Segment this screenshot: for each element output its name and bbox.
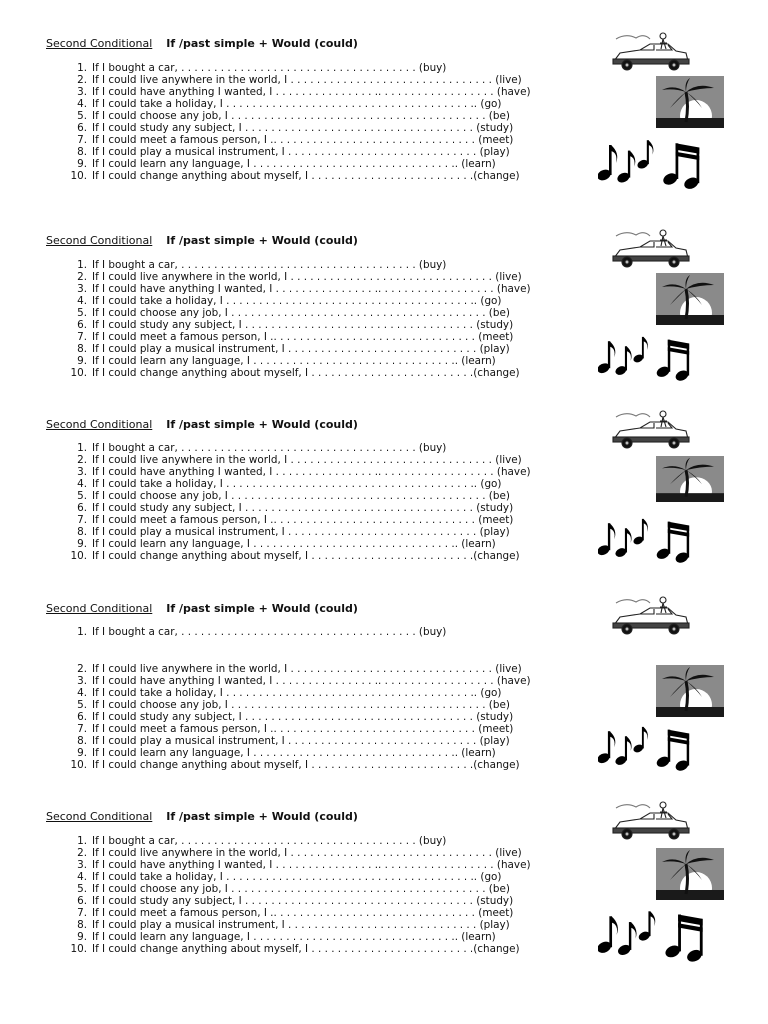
car-icon [610, 594, 690, 636]
sentence-text: If I bought a car, . . . . . . . . . . . . . . . . . . . . . . . . . . . . . . . . . . . . (buy) [92, 626, 447, 638]
sentence-text: If I could choose any job, I . . . . . . . . . . . . . . . . . . . . . . . . . . . . . . . . . . . . . . . (be) [92, 490, 510, 502]
sentence-text: If I could learn any language, I . . . . . . . . . . . . . . . . . . . . . . . . . . . . . . .. (learn) [92, 355, 496, 367]
sentence-text: If I could have anything I wanted, I . . . . . . . . . . . . . . . .. . . . . . . . . . . . . . . . . . (have) [92, 283, 531, 295]
sentence-text: If I could learn any language, I . . . . . . . . . . . . . . . . . . . . . . . . . . . . . . .. (learn) [92, 747, 496, 759]
sentence-row-10: 10. If I could change anything about myself, I . . . . . . . . . . . . . . . . . . . . . . . . .(change) [70, 170, 520, 182]
sentence-text: If I could play a musical instrument, I . . . . . . . . . . . . . . . . . . . . . . . . . . . . . (play) [92, 919, 510, 931]
title-link[interactable]: Second Conditional [46, 37, 153, 50]
car-icon [610, 408, 690, 450]
sentence-text: If I could study any subject, I . . . . . . . . . . . . . . . . . . . . . . . . . . . . . . . . . . . (study) [92, 319, 514, 331]
sentence-row-4: 4. If I could take a holiday, I . . . . . . . . . . . . . . . . . . . . . . . . . . . . . . . . . . . . . .. (go) [77, 687, 502, 699]
sentence-text: If I could study any subject, I . . . . . . . . . . . . . . . . . . . . . . . . . . . . . . . . . . . (study) [92, 711, 514, 723]
sentence-row-2: 2. If I could live anywhere in the world, I . . . . . . . . . . . . . . . . . . . . . . . . . . . . . . . (live) [77, 454, 522, 466]
sentence-text: If I could live anywhere in the world, I . . . . . . . . . . . . . . . . . . . . . . . . . . . . . . . (live) [92, 74, 522, 86]
block-header [46, 234, 358, 247]
sentence-text: If I could have anything I wanted, I . . . . . . . . . . . . . . . .. . . . . . . . . . . . . . . . . . (have) [92, 466, 531, 478]
sentence-text: If I could have anything I wanted, I . . . . . . . . . . . . . . . .. . . . . . . . . . . . . . . . . . (have) [92, 859, 531, 871]
car-illustration [610, 408, 690, 450]
palm-tree-icon [656, 456, 724, 502]
sentence-text: If I could take a holiday, I . . . . . . . . . . . . . . . . . . . . . . . . . . . . . . . . . . . . . .. (go) [92, 478, 502, 490]
palm-tree-illustration [656, 456, 724, 502]
music-notes-icon [598, 137, 710, 197]
sentence-row-10: 10. If I could change anything about myself, I . . . . . . . . . . . . . . . . . . . . . . . . .(change) [70, 943, 520, 955]
music-notes-icon [598, 724, 694, 778]
sentence-row-9: 9. If I could learn any language, I . . . . . . . . . . . . . . . . . . . . . . . . . . . . . . .. (learn) [77, 538, 496, 550]
sentence-text: If I could live anywhere in the world, I . . . . . . . . . . . . . . . . . . . . . . . . . . . . . . . (live) [92, 847, 522, 859]
sentence-row-2: 2. If I could live anywhere in the world, I . . . . . . . . . . . . . . . . . . . . . . . . . . . . . . . (live) [77, 271, 522, 283]
sentence-text: If I could change anything about myself, I . . . . . . . . . . . . . . . . . . . . . . . . .(change) [92, 943, 520, 955]
sentence-row-6: 6. If I could study any subject, I . . . . . . . . . . . . . . . . . . . . . . . . . . . . . . . . . . . (study) [77, 502, 514, 514]
palm-tree-icon [656, 273, 724, 325]
car-icon [610, 29, 690, 73]
sentence-text: If I could take a holiday, I . . . . . . . . . . . . . . . . . . . . . . . . . . . . . . . . . . . . . .. (go) [92, 295, 502, 307]
sentence-row-7: 7. If I could meet a famous person, I .. . . . . . . . . . . . . . . . . . . . . . . . . . . . . . . (meet) [77, 723, 514, 735]
sentence-text: If I could choose any job, I . . . . . . . . . . . . . . . . . . . . . . . . . . . . . . . . . . . . . . . (be) [92, 307, 510, 319]
sentence-row-3: 3. If I could have anything I wanted, I . . . . . . . . . . . . . . . .. . . . . . . . . . . . . . . . . . (have) [77, 859, 531, 871]
sentence-row-7: 7. If I could meet a famous person, I .. . . . . . . . . . . . . . . . . . . . . . . . . . . . . . . (meet) [77, 331, 514, 343]
music-notes-icon [598, 908, 708, 970]
sentence-row-7: 7. If I could meet a famous person, I .. . . . . . . . . . . . . . . . . . . . . . . . . . . . . . . (meet) [77, 907, 514, 919]
block-header [46, 810, 358, 823]
sentence-row-1: 1. If I bought a car, . . . . . . . . . . . . . . . . . . . . . . . . . . . . . . . . . . . . (buy) [77, 62, 447, 74]
sentence-text: If I could meet a famous person, I .. . . . . . . . . . . . . . . . . . . . . . . . . . . . . . . (meet) [92, 907, 514, 919]
sentence-row-3: 3. If I could have anything I wanted, I . . . . . . . . . . . . . . . .. . . . . . . . . . . . . . . . . . (have) [77, 283, 531, 295]
sentence-text: If I could have anything I wanted, I . . . . . . . . . . . . . . . .. . . . . . . . . . . . . . . . . . (have) [92, 675, 531, 687]
music-notes-icon [598, 516, 698, 570]
music-notes-illustration [598, 137, 710, 197]
sentence-row-10: 10. If I could change anything about myself, I . . . . . . . . . . . . . . . . . . . . . . . . .(change) [70, 550, 520, 562]
music-notes-illustration [598, 724, 694, 778]
sentence-text: If I could meet a famous person, I .. . . . . . . . . . . . . . . . . . . . . . . . . . . . . . . (meet) [92, 331, 514, 343]
sentence-row-1: 1. If I bought a car, . . . . . . . . . . . . . . . . . . . . . . . . . . . . . . . . . . . . (buy) [77, 835, 447, 847]
sentence-text: If I could study any subject, I . . . . . . . . . . . . . . . . . . . . . . . . . . . . . . . . . . . (study) [92, 895, 514, 907]
palm-tree-icon [656, 848, 724, 900]
sentence-text: If I bought a car, . . . . . . . . . . . . . . . . . . . . . . . . . . . . . . . . . . . . (buy) [92, 442, 447, 454]
palm-tree-icon [656, 76, 724, 128]
sentence-text: If I could change anything about myself, I . . . . . . . . . . . . . . . . . . . . . . . . .(change) [92, 170, 520, 182]
sentence-text: If I could have anything I wanted, I . . . . . . . . . . . . . . . .. . . . . . . . . . . . . . . . . . (have) [92, 86, 531, 98]
sentence-text: If I could play a musical instrument, I . . . . . . . . . . . . . . . . . . . . . . . . . . . . . (play) [92, 146, 510, 158]
sentence-row-3: 3. If I could have anything I wanted, I . . . . . . . . . . . . . . . .. . . . . . . . . . . . . . . . . . (have) [77, 466, 531, 478]
palm-tree-illustration [656, 665, 724, 717]
sentence-row-2: 2. If I could live anywhere in the world, I . . . . . . . . . . . . . . . . . . . . . . . . . . . . . . . (live) [77, 74, 522, 86]
sentence-text: If I could live anywhere in the world, I . . . . . . . . . . . . . . . . . . . . . . . . . . . . . . . (live) [92, 663, 522, 675]
sentence-text: If I bought a car, . . . . . . . . . . . . . . . . . . . . . . . . . . . . . . . . . . . . (buy) [92, 835, 447, 847]
sentence-row-6: 6. If I could study any subject, I . . . . . . . . . . . . . . . . . . . . . . . . . . . . . . . . . . . (study) [77, 122, 514, 134]
music-notes-illustration [598, 334, 698, 388]
sentence-row-5: 5. If I could choose any job, I . . . . . . . . . . . . . . . . . . . . . . . . . . . . . . . . . . . . . . . (be) [77, 883, 510, 895]
sentence-text: If I could meet a famous person, I .. . . . . . . . . . . . . . . . . . . . . . . . . . . . . . . (meet) [92, 134, 514, 146]
car-illustration [610, 594, 690, 636]
sentence-text: If I could study any subject, I . . . . . . . . . . . . . . . . . . . . . . . . . . . . . . . . . . . (study) [92, 502, 514, 514]
sentence-row-8: 8. If I could play a musical instrument, I . . . . . . . . . . . . . . . . . . . . . . . . . . . . . (play) [77, 526, 510, 538]
sentence-text: If I could choose any job, I . . . . . . . . . . . . . . . . . . . . . . . . . . . . . . . . . . . . . . . (be) [92, 883, 510, 895]
sentence-row-1: 1. If I bought a car, . . . . . . . . . . . . . . . . . . . . . . . . . . . . . . . . . . . . (buy) [77, 626, 447, 638]
sentence-row-6: 6. If I could study any subject, I . . . . . . . . . . . . . . . . . . . . . . . . . . . . . . . . . . . (study) [77, 319, 514, 331]
grammar-rule: If /past simple + Would (could) [166, 418, 358, 431]
sentence-text: If I could change anything about myself, I . . . . . . . . . . . . . . . . . . . . . . . . .(change) [92, 550, 520, 562]
sentence-text: If I could learn any language, I . . . . . . . . . . . . . . . . . . . . . . . . . . . . . . .. (learn) [92, 931, 496, 943]
palm-tree-illustration [656, 848, 724, 900]
car-icon [610, 798, 690, 842]
sentence-row-4: 4. If I could take a holiday, I . . . . . . . . . . . . . . . . . . . . . . . . . . . . . . . . . . . . . .. (go) [77, 295, 502, 307]
sentence-row-1: 1. If I bought a car, . . . . . . . . . . . . . . . . . . . . . . . . . . . . . . . . . . . . (buy) [77, 442, 447, 454]
car-illustration [610, 29, 690, 73]
palm-tree-illustration [656, 76, 724, 128]
grammar-rule: If /past simple + Would (could) [166, 37, 358, 50]
sentence-row-5: 5. If I could choose any job, I . . . . . . . . . . . . . . . . . . . . . . . . . . . . . . . . . . . . . . . (be) [77, 307, 510, 319]
sentence-row-5: 5. If I could choose any job, I . . . . . . . . . . . . . . . . . . . . . . . . . . . . . . . . . . . . . . . (be) [77, 490, 510, 502]
sentence-text: If I could change anything about myself, I . . . . . . . . . . . . . . . . . . . . . . . . .(change) [92, 367, 520, 379]
sentence-row-9: 9. If I could learn any language, I . . . . . . . . . . . . . . . . . . . . . . . . . . . . . . .. (learn) [77, 931, 496, 943]
sentence-row-2: 2. If I could live anywhere in the world, I . . . . . . . . . . . . . . . . . . . . . . . . . . . . . . . (live) [77, 663, 522, 675]
sentence-row-7: 7. If I could meet a famous person, I .. . . . . . . . . . . . . . . . . . . . . . . . . . . . . . . (meet) [77, 134, 514, 146]
sentence-row-8: 8. If I could play a musical instrument, I . . . . . . . . . . . . . . . . . . . . . . . . . . . . . (play) [77, 735, 510, 747]
sentence-text: If I could meet a famous person, I .. . . . . . . . . . . . . . . . . . . . . . . . . . . . . . . (meet) [92, 723, 514, 735]
sentence-row-4: 4. If I could take a holiday, I . . . . . . . . . . . . . . . . . . . . . . . . . . . . . . . . . . . . . .. (go) [77, 871, 502, 883]
sentence-text: If I bought a car, . . . . . . . . . . . . . . . . . . . . . . . . . . . . . . . . . . . . (buy) [92, 259, 447, 271]
car-illustration [610, 798, 690, 842]
sentence-row-10: 10. If I could change anything about myself, I . . . . . . . . . . . . . . . . . . . . . . . . .(change) [70, 367, 520, 379]
sentence-text: If I could study any subject, I . . . . . . . . . . . . . . . . . . . . . . . . . . . . . . . . . . . (study) [92, 122, 514, 134]
sentence-text: If I could play a musical instrument, I . . . . . . . . . . . . . . . . . . . . . . . . . . . . . (play) [92, 343, 510, 355]
title-link[interactable]: Second Conditional [46, 234, 153, 247]
sentence-text: If I could choose any job, I . . . . . . . . . . . . . . . . . . . . . . . . . . . . . . . . . . . . . . . (be) [92, 699, 510, 711]
grammar-rule: If /past simple + Would (could) [166, 234, 358, 247]
block-header [46, 602, 358, 615]
sentence-row-8: 8. If I could play a musical instrument, I . . . . . . . . . . . . . . . . . . . . . . . . . . . . . (play) [77, 919, 510, 931]
sentence-row-9: 9. If I could learn any language, I . . . . . . . . . . . . . . . . . . . . . . . . . . . . . . .. (learn) [77, 158, 496, 170]
sentence-row-1: 1. If I bought a car, . . . . . . . . . . . . . . . . . . . . . . . . . . . . . . . . . . . . (buy) [77, 259, 447, 271]
sentence-row-2: 2. If I could live anywhere in the world, I . . . . . . . . . . . . . . . . . . . . . . . . . . . . . . . (live) [77, 847, 522, 859]
block-header [46, 37, 358, 50]
palm-tree-icon [656, 665, 724, 717]
sentence-row-3: 3. If I could have anything I wanted, I . . . . . . . . . . . . . . . .. . . . . . . . . . . . . . . . . . (have) [77, 675, 531, 687]
sentence-row-3: 3. If I could have anything I wanted, I . . . . . . . . . . . . . . . .. . . . . . . . . . . . . . . . . . (have) [77, 86, 531, 98]
sentence-text: If I could play a musical instrument, I . . . . . . . . . . . . . . . . . . . . . . . . . . . . . (play) [92, 526, 510, 538]
car-illustration [610, 226, 690, 270]
grammar-rule: If /past simple + Would (could) [166, 602, 358, 615]
sentence-text: If I could take a holiday, I . . . . . . . . . . . . . . . . . . . . . . . . . . . . . . . . . . . . . .. (go) [92, 871, 502, 883]
title-link[interactable]: Second Conditional [46, 810, 153, 823]
sentence-row-5: 5. If I could choose any job, I . . . . . . . . . . . . . . . . . . . . . . . . . . . . . . . . . . . . . . . (be) [77, 699, 510, 711]
sentence-text: If I could take a holiday, I . . . . . . . . . . . . . . . . . . . . . . . . . . . . . . . . . . . . . .. (go) [92, 687, 502, 699]
sentence-text: If I could learn any language, I . . . . . . . . . . . . . . . . . . . . . . . . . . . . . . .. (learn) [92, 538, 496, 550]
sentence-row-6: 6. If I could study any subject, I . . . . . . . . . . . . . . . . . . . . . . . . . . . . . . . . . . . (study) [77, 711, 514, 723]
sentence-text: If I could live anywhere in the world, I . . . . . . . . . . . . . . . . . . . . . . . . . . . . . . . (live) [92, 454, 522, 466]
title-link[interactable]: Second Conditional [46, 418, 153, 431]
sentence-row-8: 8. If I could play a musical instrument, I . . . . . . . . . . . . . . . . . . . . . . . . . . . . . (play) [77, 343, 510, 355]
sentence-row-7: 7. If I could meet a famous person, I .. . . . . . . . . . . . . . . . . . . . . . . . . . . . . . . (meet) [77, 514, 514, 526]
block-header [46, 418, 358, 431]
title-link[interactable]: Second Conditional [46, 602, 153, 615]
sentence-text: If I could take a holiday, I . . . . . . . . . . . . . . . . . . . . . . . . . . . . . . . . . . . . . .. (go) [92, 98, 502, 110]
sentence-text: If I could live anywhere in the world, I . . . . . . . . . . . . . . . . . . . . . . . . . . . . . . . (live) [92, 271, 522, 283]
palm-tree-illustration [656, 273, 724, 325]
sentence-text: If I could play a musical instrument, I . . . . . . . . . . . . . . . . . . . . . . . . . . . . . (play) [92, 735, 510, 747]
grammar-rule: If /past simple + Would (could) [166, 810, 358, 823]
sentence-row-9: 9. If I could learn any language, I . . . . . . . . . . . . . . . . . . . . . . . . . . . . . . .. (learn) [77, 747, 496, 759]
sentence-text: If I could learn any language, I . . . . . . . . . . . . . . . . . . . . . . . . . . . . . . .. (learn) [92, 158, 496, 170]
music-notes-illustration [598, 908, 708, 970]
car-icon [610, 226, 690, 270]
sentence-row-8: 8. If I could play a musical instrument, I . . . . . . . . . . . . . . . . . . . . . . . . . . . . . (play) [77, 146, 510, 158]
sentence-row-6: 6. If I could study any subject, I . . . . . . . . . . . . . . . . . . . . . . . . . . . . . . . . . . . (study) [77, 895, 514, 907]
sentence-row-4: 4. If I could take a holiday, I . . . . . . . . . . . . . . . . . . . . . . . . . . . . . . . . . . . . . .. (go) [77, 478, 502, 490]
music-notes-illustration [598, 516, 698, 570]
music-notes-icon [598, 334, 698, 388]
sentence-text: If I could meet a famous person, I .. . . . . . . . . . . . . . . . . . . . . . . . . . . . . . . (meet) [92, 514, 514, 526]
sentence-text: If I could change anything about myself, I . . . . . . . . . . . . . . . . . . . . . . . . .(change) [92, 759, 520, 771]
sentence-text: If I bought a car, . . . . . . . . . . . . . . . . . . . . . . . . . . . . . . . . . . . . (buy) [92, 62, 447, 74]
sentence-row-5: 5. If I could choose any job, I . . . . . . . . . . . . . . . . . . . . . . . . . . . . . . . . . . . . . . . (be) [77, 110, 510, 122]
sentence-text: If I could choose any job, I . . . . . . . . . . . . . . . . . . . . . . . . . . . . . . . . . . . . . . . (be) [92, 110, 510, 122]
sentence-row-10: 10. If I could change anything about myself, I . . . . . . . . . . . . . . . . . . . . . . . . .(change) [70, 759, 520, 771]
sentence-row-9: 9. If I could learn any language, I . . . . . . . . . . . . . . . . . . . . . . . . . . . . . . .. (learn) [77, 355, 496, 367]
sentence-row-4: 4. If I could take a holiday, I . . . . . . . . . . . . . . . . . . . . . . . . . . . . . . . . . . . . . .. (go) [77, 98, 502, 110]
